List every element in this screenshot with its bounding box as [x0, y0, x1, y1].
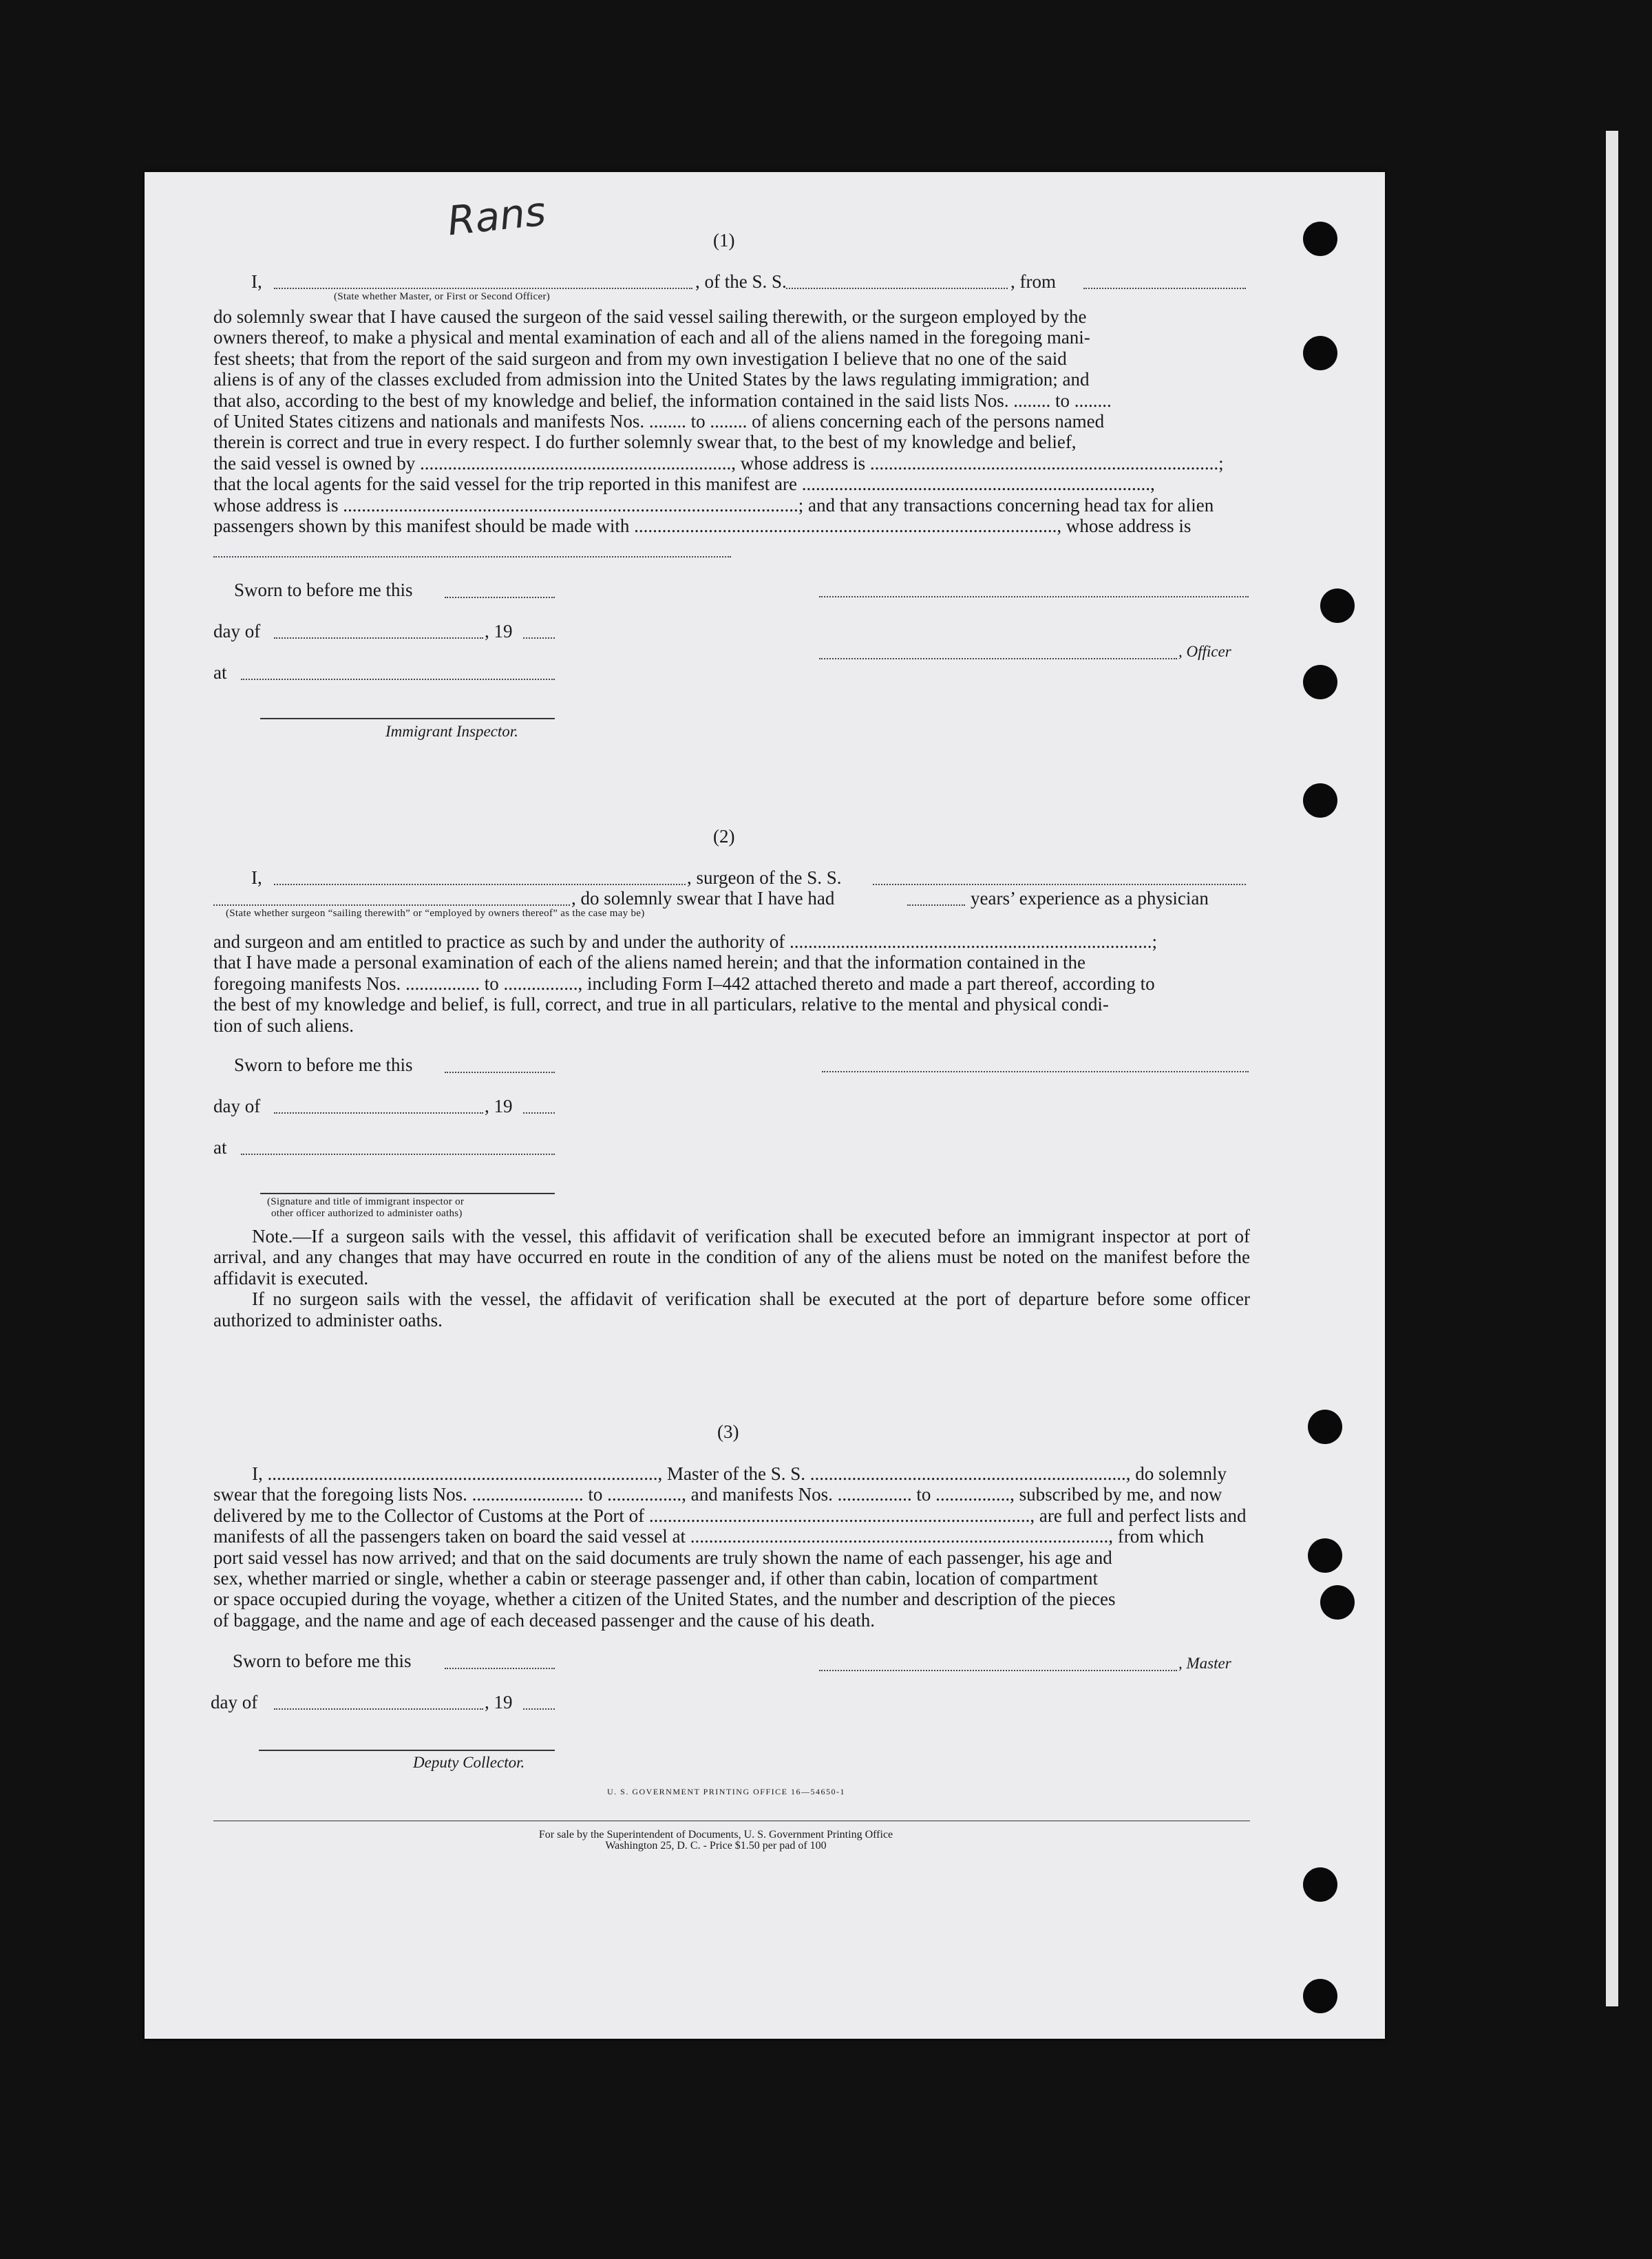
- oath-line: foregoing manifests Nos. ................ to ................, including Form I–442 attached thereto and made a part thereof, according to: [213, 973, 1155, 994]
- sale-notice: [434, 1830, 998, 1852]
- section-3-oath-text: [213, 1463, 1250, 1631]
- oath-line: delivered by me to the Collector of Customs at the Port of .................................................................................., are full and perfect lists and: [213, 1505, 1247, 1526]
- day-of-label: day of: [213, 1096, 261, 1116]
- master-signature-field[interactable]: [819, 1670, 1177, 1671]
- day-of-label: day of: [213, 621, 261, 641]
- surgeon-status-caption: (State whether surgeon “sailing therewith” or “employed by owners thereof” as the case may be): [226, 908, 645, 919]
- section-1-i-label: I,: [251, 271, 262, 292]
- sworn-place-field[interactable]: [241, 679, 555, 680]
- officer-signature-field[interactable]: [819, 596, 1249, 597]
- sworn-month-field[interactable]: [274, 1112, 483, 1114]
- signature-caption: other officer authorized to administer oaths): [271, 1208, 463, 1219]
- oath-line: fest sheets; that from the report of the said surgeon and from my own investigation I believe that no one of the said: [213, 348, 1067, 369]
- sworn-year-field[interactable]: [523, 637, 555, 639]
- punch-hole: [1320, 1585, 1355, 1620]
- oath-line: that the local agents for the said vessel for the trip reported in this manifest are ...........................................................................,: [213, 474, 1155, 495]
- handwritten-note: Rans: [445, 187, 548, 245]
- officer-label: , Officer: [1178, 643, 1231, 660]
- sale-notice-line: For sale by the Superintendent of Documents, U. S. Government Printing Office: [538, 1829, 893, 1841]
- printing-office-imprint: U. S. GOVERNMENT PRINTING OFFICE 16—54650-1: [607, 1787, 845, 1796]
- vessel-name-field[interactable]: [786, 288, 1008, 289]
- punch-hole: [1303, 1979, 1337, 2013]
- section-1-number: (1): [713, 230, 735, 251]
- sworn-day-field[interactable]: [445, 1668, 555, 1669]
- oath-line: whose address is ..................................................................................................; and that any transactions concerning head tax for alien: [213, 494, 1214, 516]
- at-label: at: [213, 1137, 227, 1158]
- punch-hole: [1303, 1867, 1337, 1902]
- at-label: at: [213, 662, 227, 683]
- officer-rank-caption: (State whether Master, or First or Second Officer): [334, 291, 551, 302]
- officer-rank-field[interactable]: [274, 288, 692, 289]
- sworn-day-field[interactable]: [445, 597, 555, 598]
- surgeon-of-label: , surgeon of the S. S.: [687, 867, 842, 888]
- oath-line: the said vessel is owned by ..................................................................., whose address is ...........................................................................;: [213, 452, 1224, 474]
- oath-line: or space occupied during the voyage, whether a citizen of the United States, and the number and description of the pieces: [213, 1589, 1116, 1610]
- oath-line: that also, according to the best of my knowledge and belief, the information contained in the said lists Nos. ........ to ........: [213, 390, 1112, 411]
- sworn-day-field[interactable]: [445, 1072, 555, 1073]
- punch-hole: [1303, 336, 1337, 370]
- section-3-number: (3): [717, 1421, 739, 1442]
- inspector-label: Immigrant Inspector.: [385, 723, 518, 740]
- official-signature-line[interactable]: [260, 1193, 555, 1194]
- oath-line: and surgeon and am entitled to practice as such by and under the authority of ..............................................................................;: [213, 931, 1158, 952]
- sworn-month-field[interactable]: [274, 637, 483, 639]
- do-solemnly-label: , do solemnly swear that I have had: [571, 888, 835, 909]
- surgeon-name-field[interactable]: [274, 884, 686, 885]
- oath-line: manifests of all the passengers taken on board the said vessel at .........................................................................................., from which: [213, 1526, 1205, 1547]
- punch-hole: [1320, 588, 1355, 623]
- departure-port-field[interactable]: [1083, 288, 1246, 289]
- oath-line: sex, whether married or single, whether a cabin or steerage passenger and, if other than cabin, location of compartment: [213, 1568, 1099, 1589]
- years-experience-field[interactable]: [907, 904, 965, 906]
- section-1-oath-text: [213, 306, 1250, 536]
- signature-caption: (Signature and title of immigrant inspector or: [267, 1196, 465, 1207]
- sworn-label: Sworn to before me this: [234, 580, 413, 600]
- sworn-place-field[interactable]: [241, 1154, 555, 1155]
- officer-name-field[interactable]: [819, 658, 1177, 659]
- oath-line: I, ...................................................................................., Master of the S. S. ...................................................................., do solemnly: [252, 1463, 1227, 1484]
- section-2-number: (2): [713, 826, 735, 847]
- of-the-ss-label: , of the S. S.: [695, 271, 787, 292]
- oath-line: therein is correct and true in every respect. I do further solemnly swear that, to the best of my knowledge and belief,: [213, 432, 1077, 453]
- oath-line: of United States citizens and nationals and manifests Nos. ........ to ........ of aliens concerning each of the persons named: [213, 411, 1105, 432]
- manifest-verification-form: [145, 172, 1385, 2039]
- address-continuation-field[interactable]: [213, 556, 731, 558]
- oath-line: that I have made a personal examination of each of the aliens named herein; and that the information contained in the: [213, 952, 1086, 973]
- punch-hole: [1308, 1538, 1342, 1573]
- surgeon-status-field[interactable]: [213, 904, 570, 906]
- oath-line: of baggage, and the name and age of each deceased passenger and the cause of his death.: [213, 1609, 876, 1631]
- master-label: , Master: [1178, 1655, 1231, 1672]
- oath-line: port said vessel has now arrived; and that on the said documents are truly shown the name of each passenger, his age and: [213, 1547, 1112, 1568]
- sworn-label: Sworn to before me this: [233, 1651, 412, 1671]
- sworn-year-field[interactable]: [523, 1708, 555, 1710]
- year-label: , 19: [485, 1096, 513, 1116]
- collector-label: Deputy Collector.: [413, 1754, 525, 1771]
- punch-hole: [1303, 783, 1337, 818]
- surgeon-signature-field[interactable]: [822, 1071, 1249, 1072]
- from-label: , from: [1010, 271, 1056, 292]
- oath-line: tion of such aliens.: [213, 1015, 354, 1036]
- adjacent-page-edge: [1606, 131, 1618, 2006]
- oath-line: owners thereof, to make a physical and mental examination of each and all of the aliens named in the foregoing mani-: [213, 327, 1090, 348]
- oath-line: the best of my knowledge and belief, is full, correct, and true in all particulars, relative to the mental and physical condi-: [213, 994, 1109, 1015]
- years-experience-label: years’ experience as a physician: [971, 888, 1209, 909]
- year-label: , 19: [485, 621, 513, 641]
- sworn-label: Sworn to before me this: [234, 1054, 413, 1075]
- punch-hole: [1303, 665, 1337, 699]
- oath-line: do solemnly swear that I have caused the surgeon of the said vessel sailing therewith, or the surgeon employed by the: [213, 306, 1087, 327]
- inspector-signature-line[interactable]: [260, 718, 555, 719]
- year-label: , 19: [485, 1692, 513, 1712]
- day-of-label: day of: [211, 1692, 258, 1712]
- note-paragraph: Note.—If a surgeon sails with the vessel, this affidavit of verification shall be executed before an immigrant inspector at port of arrival, and any changes that may have occurred en route in the condition of any of the aliens must be noted on the manifest before the affidavit is executed.: [213, 1226, 1250, 1288]
- section-2-oath-text: [213, 931, 1250, 1036]
- collector-signature-line[interactable]: [259, 1750, 555, 1751]
- note-paragraph: If no surgeon sails with the vessel, the affidavit of verification shall be executed at the port of departure before some officer authorized to administer oaths.: [213, 1288, 1250, 1330]
- sworn-year-field[interactable]: [523, 1112, 555, 1114]
- oath-line: passengers shown by this manifest should be made with ..........................................................................................., whose address is: [213, 516, 1192, 537]
- surgeon-vessel-field[interactable]: [873, 884, 1246, 885]
- note-text: [213, 1226, 1250, 1330]
- sale-notice-line: Washington 25, D. C. - Price $1.50 per pad of 100: [605, 1840, 827, 1852]
- sworn-month-field[interactable]: [274, 1708, 483, 1710]
- section-2-i-label: I,: [251, 867, 262, 888]
- punch-hole: [1303, 222, 1337, 256]
- oath-line: swear that the foregoing lists Nos. ........................ to ................, and manifests Nos. ................ to ................, subscribed by me, and now: [213, 1484, 1222, 1505]
- oath-line: aliens is of any of the classes excluded from admission into the United States by the laws regulating immigration; and: [213, 369, 1090, 390]
- punch-hole: [1308, 1410, 1342, 1444]
